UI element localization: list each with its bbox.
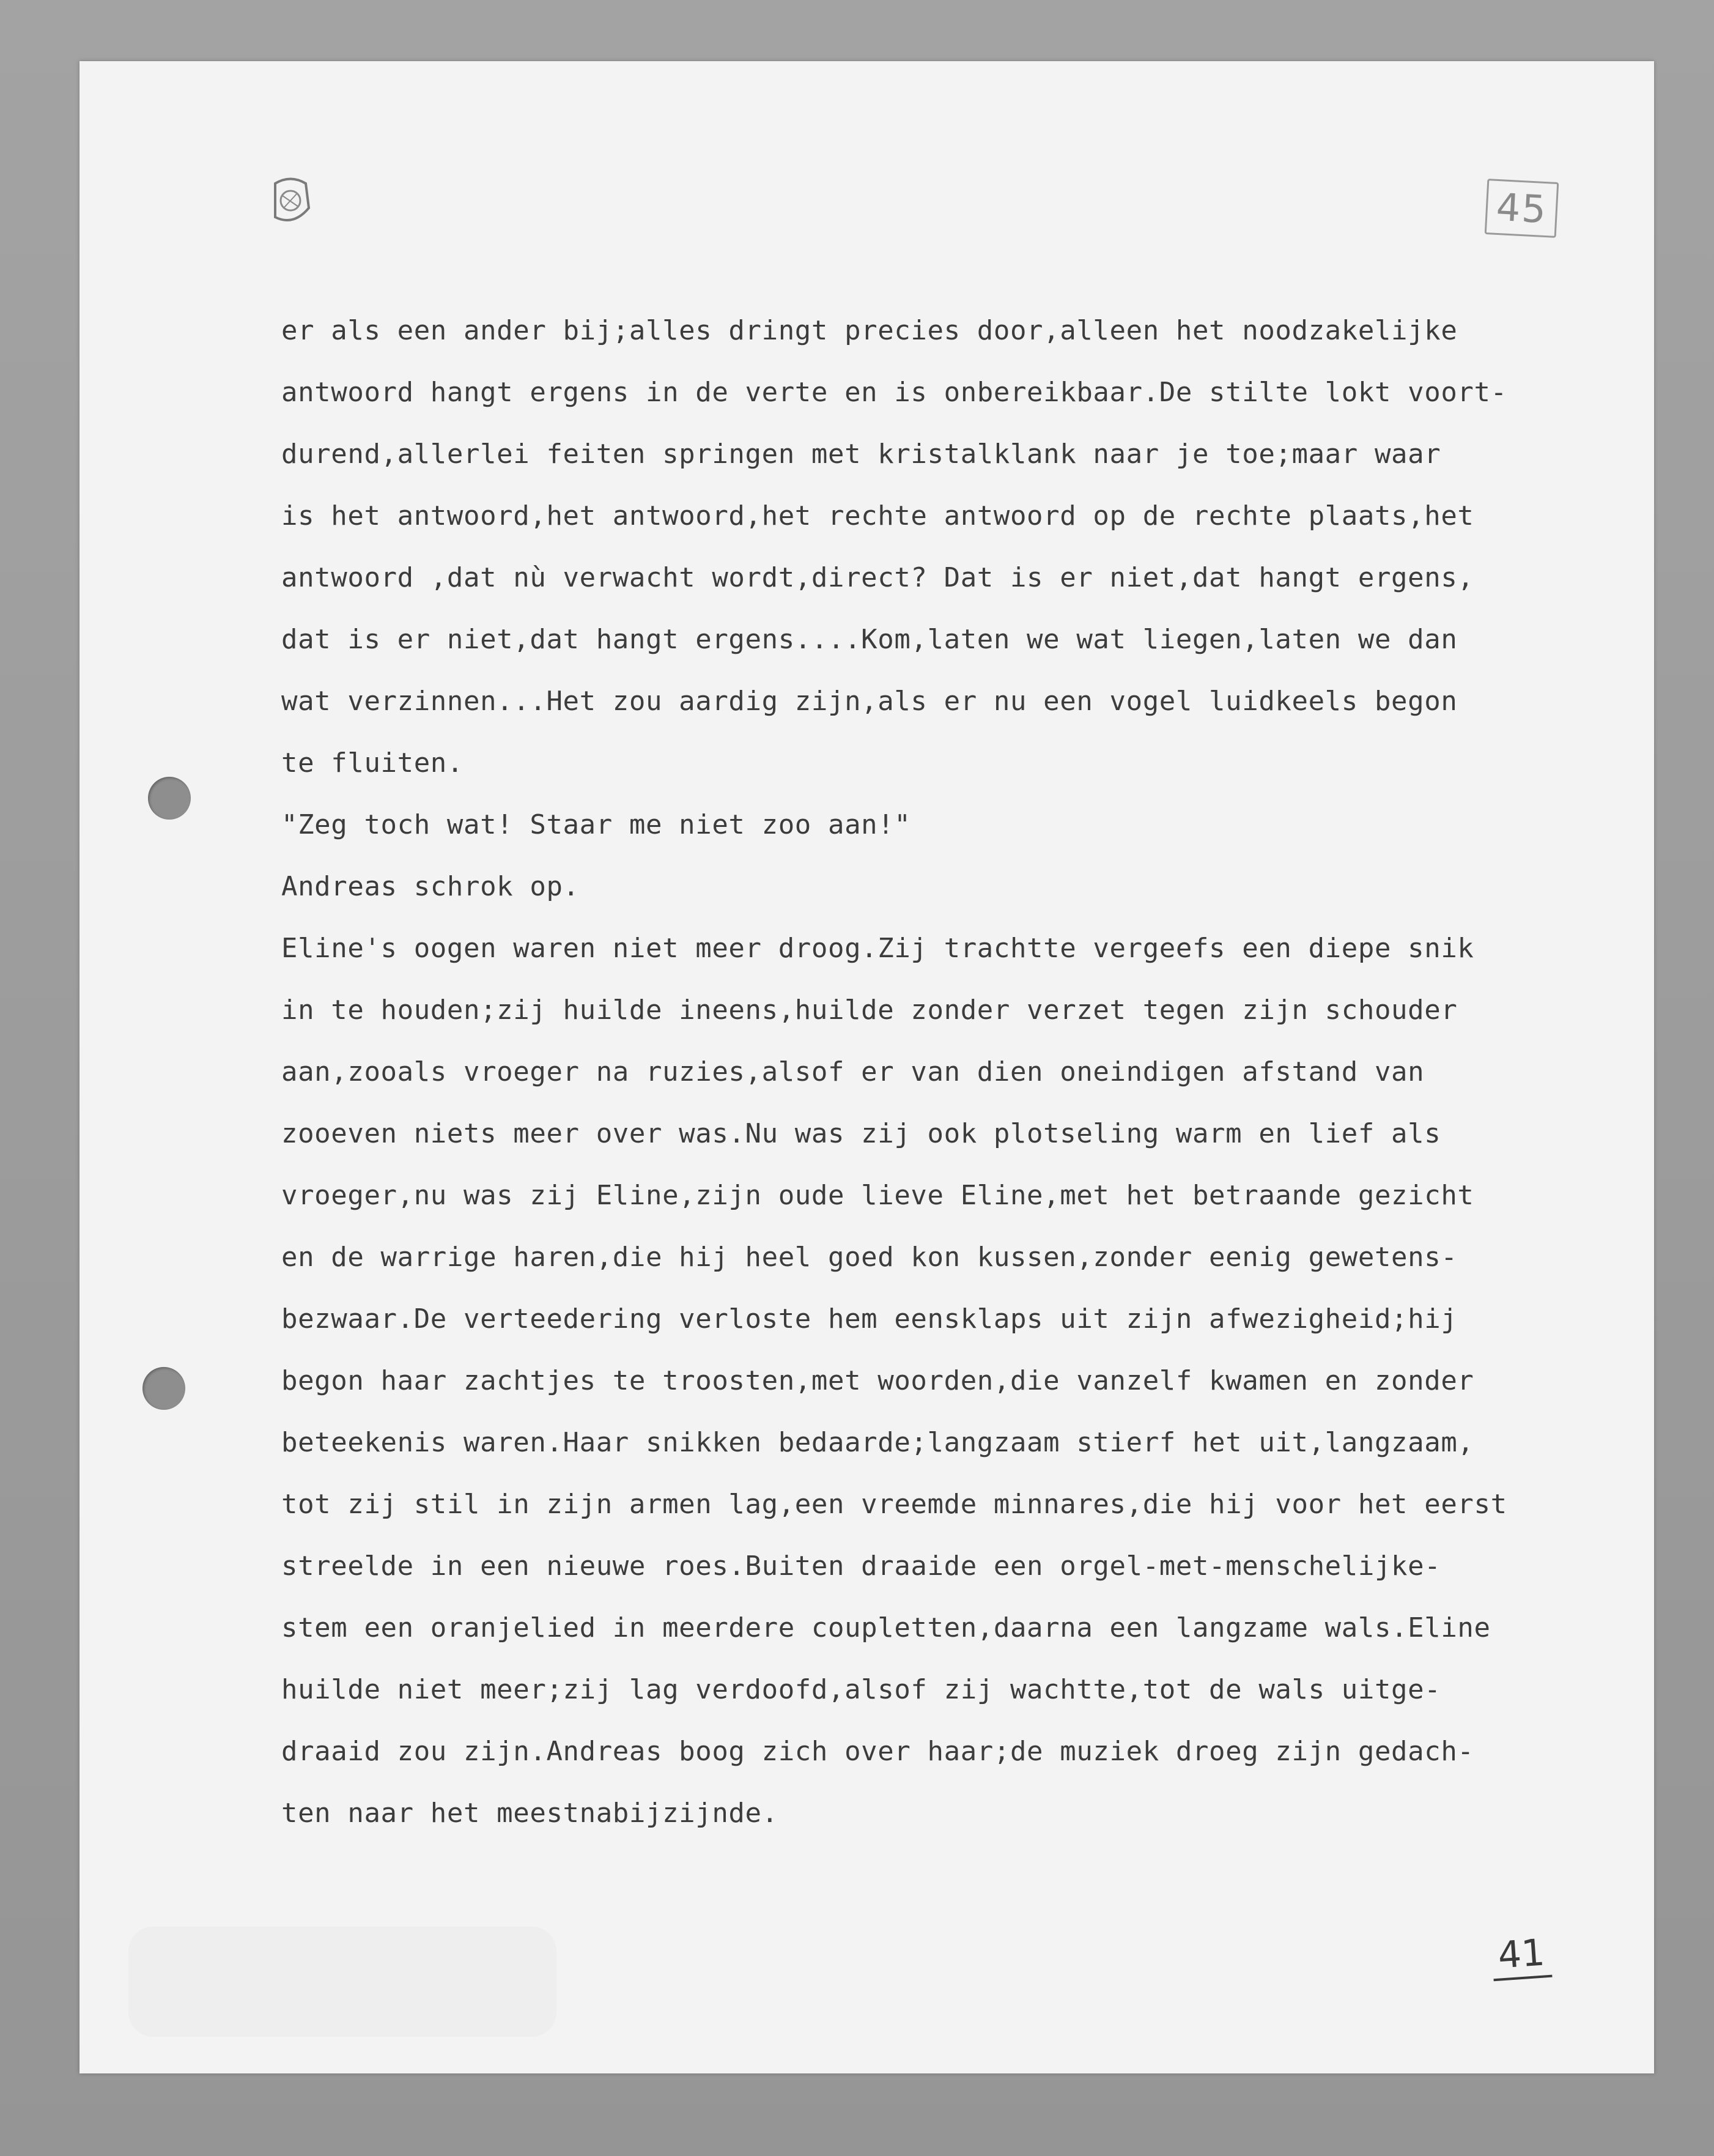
text-line: er als een ander bij;alles dringt precies door,alleen het noodzakelijke	[281, 315, 1458, 346]
text-line: bezwaar.De verteedering verloste hem eensklaps uit zijn afwezigheid;hij	[281, 1303, 1458, 1335]
text-line: aan,zooals vroeger na ruzies,alsof er van dien oneindigen afstand van	[281, 1056, 1425, 1087]
text-line: beteekenis waren.Haar snikken bedaarde;langzaam stierf het uit,langzaam,	[281, 1427, 1474, 1458]
text-line: wat verzinnen...Het zou aardig zijn,als er nu een vogel luidkeels begon	[281, 686, 1458, 717]
text-line: is het antwoord,het antwoord,het rechte antwoord op de rechte plaats,het	[281, 500, 1474, 532]
text-line: stem een oranjelied in meerdere coupletten,daarna een langzame wals.Eline	[281, 1612, 1491, 1643]
text-line: dat is er niet,dat hangt ergens....Kom,laten we wat liegen,laten we dan	[281, 624, 1458, 655]
punch-hole	[148, 777, 191, 820]
archive-number: 45	[1485, 179, 1559, 238]
text-line: huilde niet meer;zij lag verdoofd,alsof zij wachtte,tot de wals uitge-	[281, 1674, 1441, 1705]
typed-body-text	[281, 300, 1645, 1844]
text-line: Eline's oogen waren niet meer droog.Zij trachtte vergeefs een diepe snik	[281, 933, 1474, 964]
show-through-smudge	[128, 1927, 556, 2037]
pencil-stamp-mark	[263, 171, 318, 232]
text-line: tot zij stil in zijn armen lag,een vreemde minnares,die hij voor het eerst	[281, 1489, 1507, 1520]
text-line: Andreas schrok op.	[281, 871, 580, 902]
text-line: antwoord ,dat nù verwacht wordt,direct? Dat is er niet,dat hangt ergens,	[281, 562, 1474, 593]
text-line: draaid zou zijn.Andreas boog zich over haar;de muziek droeg zijn gedach-	[281, 1736, 1474, 1767]
text-line: en de warrige haren,die hij heel goed kon kussen,zonder eenig gewetens-	[281, 1242, 1458, 1273]
text-line: streelde in een nieuwe roes.Buiten draaide een orgel-met-menschelijke-	[281, 1550, 1441, 1582]
text-line: begon haar zachtjes te troosten,met woorden,die vanzelf kwamen en zonder	[281, 1365, 1474, 1396]
text-line: in te houden;zij huilde ineens,huilde zonder verzet tegen zijn schouder	[281, 995, 1458, 1026]
typewritten-page	[79, 61, 1654, 2073]
text-line: zooeven niets meer over was.Nu was zij ook plotseling warm en lief als	[281, 1118, 1441, 1149]
punch-hole	[142, 1367, 185, 1410]
text-line: vroeger,nu was zij Eline,zijn oude lieve Eline,met het betraande gezicht	[281, 1180, 1474, 1211]
text-line: te fluiten.	[281, 747, 464, 779]
text-line: durend,allerlei feiten springen met kristalklank naar je toe;maar waar	[281, 439, 1441, 470]
text-line: "Zeg toch wat! Staar me niet zoo aan!"	[281, 809, 911, 840]
handwritten-page-number: 41	[1490, 1931, 1552, 1982]
text-line: ten naar het meestnabijzijnde.	[281, 1798, 778, 1829]
text-line: antwoord hangt ergens in de verte en is onbereikbaar.De stilte lokt voort-	[281, 377, 1507, 408]
